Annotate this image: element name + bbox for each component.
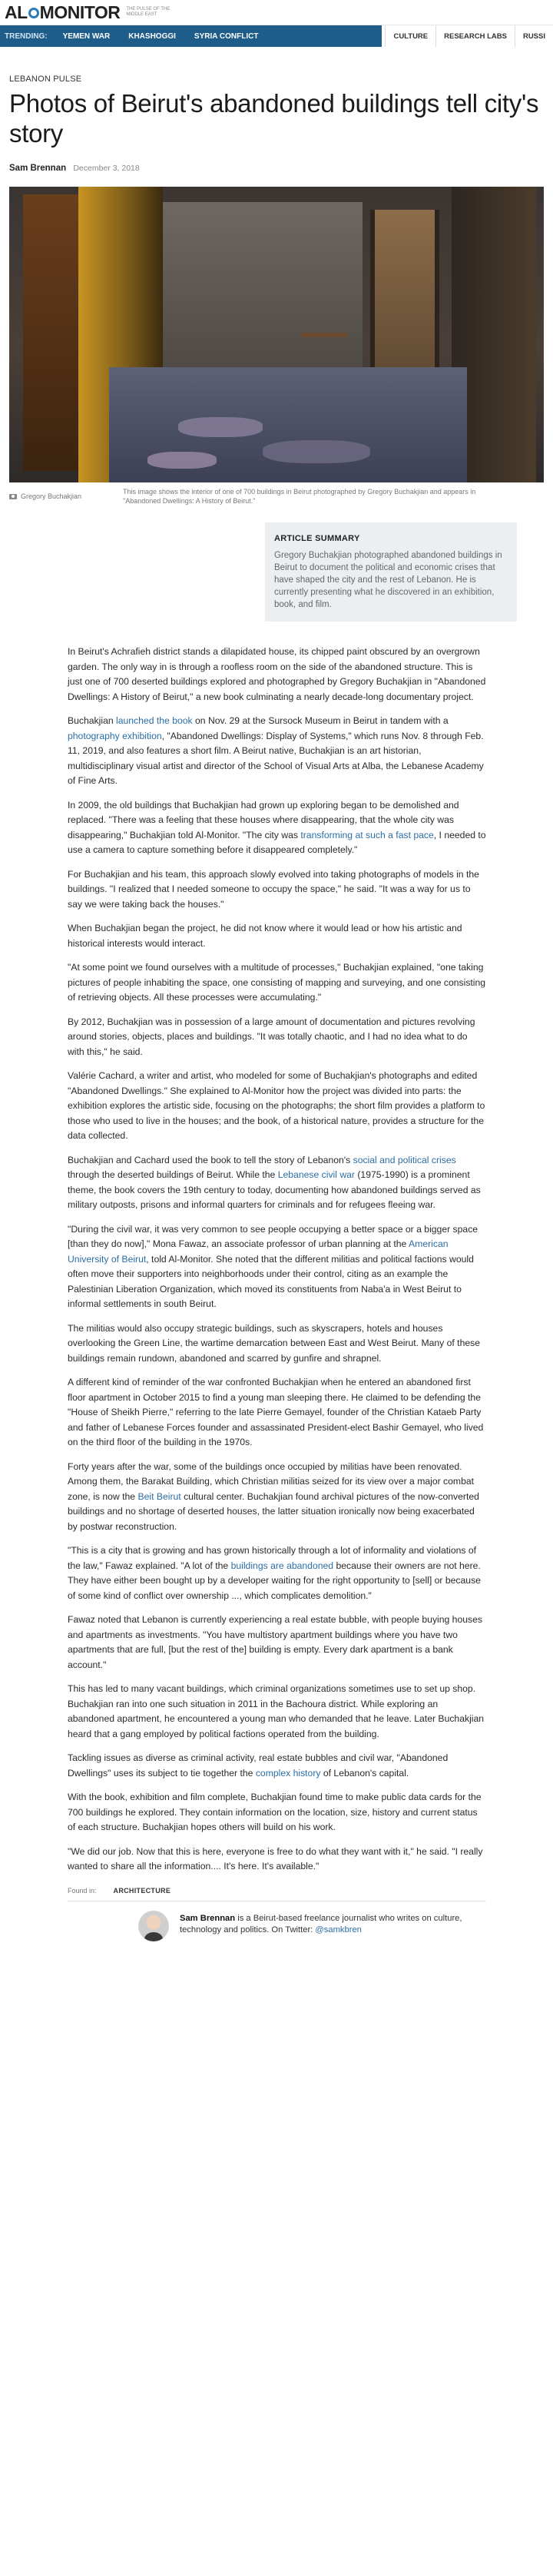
photo-credit-text: Gregory Buchakjian xyxy=(21,492,82,500)
paragraph: Fawaz noted that Lebanon is currently experiencing a real estate bubble, with people buying houses and apartments as investments. "You have multistory apartment buildings where you have two apartments that are full, [but the rest of the] building is empty. Every dark apartment is a bank account." xyxy=(68,1614,482,1670)
nav-item-research-labs[interactable]: RESEARCH LABS xyxy=(435,25,515,47)
summary-heading: ARTICLE SUMMARY xyxy=(274,534,360,543)
byline xyxy=(9,164,544,173)
paragraph xyxy=(68,798,486,858)
text-run: , I needed to use a camera to capture something before it disappeared completely." xyxy=(68,829,486,855)
logo-text-monitor: MONITOR xyxy=(39,2,121,22)
logo-dot-icon xyxy=(28,8,39,18)
bio-description: is a Beirut-based freelance journalist who writes on culture, technology and politics. On Twitter: xyxy=(180,1913,462,1934)
paragraph: In Beirut's Achrafieh district stands a dilapidated house, its chipped paint obscured by an overgrown garden. The only way in is through a roofless room on the side of the abandoned structure. This is just one of 700 deserted buildings explored and photographed by Gregory Buchakjian in "Abandoned Dwellings: A History of Beirut," a new book culminating a nearly decade-long documentary project. xyxy=(68,646,486,702)
nav-sections xyxy=(382,25,553,47)
nav-item-russia[interactable]: RUSSI xyxy=(515,25,553,47)
text-run: through the deserted buildings of Beirut. While the xyxy=(68,1169,278,1180)
link-american-university-beirut[interactable]: American University of Beirut xyxy=(68,1238,449,1265)
text-run: "This is a city that is growing and has grown historically through a lot of informality and violations of the law," Fawaz explained. "A lot of the xyxy=(68,1545,477,1571)
hero-image xyxy=(9,187,544,482)
camera-icon xyxy=(9,494,17,499)
paragraph xyxy=(68,1543,486,1603)
link-launched-book[interactable]: launched the book xyxy=(116,715,193,726)
text-run: because their owners are not here. They have either been bought up by a developer waiting for the right opportunity to [sell] or because of some kind of conflict over ownership ..., which complicates demolition." xyxy=(68,1560,481,1601)
link-lebanese-civil-war[interactable]: Lebanese civil war xyxy=(277,1169,355,1180)
link-buildings-abandoned[interactable]: buildings are abandoned xyxy=(230,1560,334,1571)
found-in xyxy=(68,1887,486,1901)
article-body xyxy=(68,645,486,1875)
text-run: (1975-1990) is a prominent theme, the book covers the 19th century to today, documenting how abandoned buildings served as military outposts, prisons and informal quarters for criminals and for refugees fleeing war. xyxy=(68,1169,481,1210)
paragraph: This has led to many vacant buildings, which criminal organizations sometimes use to set up shop. Buchakjian ran into one such situation in 2011 in the Bachoura district. While exploring an abandoned apartment, he encountered a young man who demanded that he leave. Later Buchakjian heard that a gang employed by political factions operated from the building. xyxy=(68,1683,485,1739)
main-nav xyxy=(0,25,553,47)
image-caption-row xyxy=(9,487,544,506)
hero-debris xyxy=(263,440,370,463)
article-header xyxy=(0,75,553,173)
photo-credit xyxy=(9,487,123,506)
link-beit-beirut[interactable]: Beit Beirut xyxy=(137,1490,181,1502)
site-logo[interactable] xyxy=(5,2,180,23)
text-run: on Nov. 29 at the Sursock Museum in Beirut in tandem with a xyxy=(192,715,449,726)
paragraph: "We did our job. Now that this is here, everyone is free to do what they want with it," he said. "I really wanted to share all the information.... It's here. It's available." xyxy=(68,1845,483,1871)
text-run: Tackling issues as diverse as criminal activity, real estate bubbles and civil war, "Abandoned Dwellings" uses its subject to tie together the xyxy=(68,1752,449,1779)
paragraph xyxy=(68,714,486,789)
summary-text: Gregory Buchakjian photographed abandoned buildings in Beirut to document the political and economic crises that have shaped the city and the rest of Lebanon. He is currently presenting what he discovered in an exhibition, book, and film. xyxy=(274,551,502,609)
text-run: , told Al-Monitor. She noted that the different militias and political factions would often move their supporters into neighborhoods under their control, citing as an example the Palestinian Liberation Organization, which moved its constituents from Naba'a in West Beirut to informal settlements in south Beirut. xyxy=(68,1253,474,1309)
paragraph: When Buchakjian began the project, he did not know where it would lead or how his artistic and historical interests would interact. xyxy=(68,923,462,949)
nav-trending-label: TRENDING: xyxy=(5,31,48,41)
article-summary xyxy=(265,522,517,622)
paragraph: By 2012, Buchakjian was in possession of a large amount of documentation and pictures revolving around stories, objects, places and buildings. "It was totally chaotic, and I had no idea what to do with this," he said. xyxy=(68,1016,475,1057)
text-run: In 2009, the old buildings that Buchakjian had grown up exploring began to be demolished and replaced. "There was a feeling that these houses where disappearing, that the whole city was disappearing," Buchakjian told Al-Monitor. "The city was xyxy=(68,799,459,840)
twitter-link[interactable]: @samkbren xyxy=(315,1925,362,1934)
text-run: cultural center. Buchakjian found archival pictures of the now-converted buildings and no shortage of deserted houses, the latter situation ironically now being exacerbated by postwar reconstruction. xyxy=(68,1490,479,1532)
section-label[interactable]: LEBANON PULSE xyxy=(9,75,82,84)
paragraph xyxy=(68,1460,486,1535)
site-header xyxy=(0,0,553,25)
author-link[interactable]: Sam Brennan xyxy=(9,164,67,173)
nav-item-culture[interactable]: CULTURE xyxy=(385,25,435,47)
paragraph: The militias would also occupy strategic buildings, such as skyscrapers, hotels and houses overlooking the Green Line, the wartime demarcation between East and West Beirut. Many of these buildings remain rundown, abandoned and scarred by gunfire and shrapnel. xyxy=(68,1322,480,1364)
article-title: Photos of Beirut's abandoned buildings tell city's story xyxy=(9,89,539,148)
nav-item-khashoggi[interactable]: KHASHOGGI xyxy=(128,31,176,41)
hero-table xyxy=(301,333,347,379)
link-photography-exhibition[interactable]: photography exhibition xyxy=(68,730,162,741)
text-run: Buchakjian and Cachard used the book to tell the story of Lebanon's xyxy=(68,1154,353,1165)
text-run: "During the civil war, it was very common to see people occupying a better space or a bigger space [than they do now]," Mona Fawaz, an associate professor of urban planning at the xyxy=(68,1223,478,1249)
paragraph xyxy=(68,1751,486,1781)
photo-caption: This image shows the interior of one of 700 buildings in Beirut photographed by Gregory Buchakjian and appears in "Abandoned Dwellings: A History of Beirut." xyxy=(123,488,476,505)
logo-text-al: AL xyxy=(5,2,28,22)
paragraph: For Buchakjian and his team, this approach slowly evolved into taking photographs of models in the buildings. "I realized that I needed someone to occupy the space," he said. "It was a way for us to say we were taking back the houses." xyxy=(68,868,479,910)
text-run: Buchakjian xyxy=(68,715,117,726)
text-run: of Lebanon's capital. xyxy=(320,1767,409,1779)
found-in-label: Found in: xyxy=(68,1886,97,1895)
tag-architecture[interactable]: ARCHITECTURE xyxy=(113,1886,171,1895)
paragraph: A different kind of reminder of the war confronted Buchakjian when he entered an abandoned first floor apartment in October 2015 to find a young man sleeping there. He claimed to be defending the "House of Sheikh Pierre," referring to the late Pierre Gemayel, founder of the Christian Kataeb Party and father of Lebanese Forces founder and assassinated President-elect Bashir Gemayel, who lived on the third floor of the building in the 1970s. xyxy=(68,1377,484,1447)
hero-debris xyxy=(178,417,263,437)
text-run: , "Abandoned Dwellings: Display of Systems," which runs Nov. 8 through Feb. 11, 2019, and also features a short film. A Beirut native, Buchakjian is an art historian, multidisciplinary visual artist and director of the School of Visual Arts at Alba, the Lebanese Academy of Fine Arts. xyxy=(68,730,484,786)
nav-item-yemen-war[interactable]: YEMEN WAR xyxy=(62,31,111,41)
bio-text xyxy=(180,1911,499,1936)
link-complex-history[interactable]: complex history xyxy=(255,1767,321,1779)
paragraph xyxy=(68,1222,486,1312)
nav-item-syria-conflict[interactable]: SYRIA CONFLICT xyxy=(194,31,259,41)
link-social-political-crises[interactable]: social and political crises xyxy=(353,1154,456,1165)
text-run: Forty years after the war, some of the buildings once occupied by militias have been renovated. Among them, the Barakat Building, which Christian militias seized for its view over a major combat zone, is now the xyxy=(68,1460,475,1502)
author-bio xyxy=(138,1911,499,1941)
hero-debris xyxy=(147,452,217,469)
paragraph: "At some point we found ourselves with a multitude of processes," Buchakjian explained, "one taking pictures of people inhabiting the space, one consisting of mapping and surveying, and one consisting of retrieving objects. All these processes were accumulating." xyxy=(68,962,486,1003)
bio-author-name[interactable]: Sam Brennan xyxy=(180,1913,236,1923)
publish-date: December 3, 2018 xyxy=(73,164,140,173)
logo-tagline: THE PULSE OF THE MIDDLE EAST xyxy=(126,7,171,17)
paragraph xyxy=(68,1153,486,1213)
avatar[interactable] xyxy=(138,1911,169,1941)
link-transforming[interactable]: transforming at such a fast pace xyxy=(300,829,434,840)
hero-door-left xyxy=(23,194,78,471)
paragraph: Valérie Cachard, a writer and artist, who modeled for some of Buchakjian's photographs and edited "Abandoned Dwellings." She explained to Al-Monitor how the project was divided into parts: the exhibition explores the artistic side, focusing on the photographs; the short film provides a platform to those who used to live in the houses; and the book, of a historical nature, provides a structure for the data collected. xyxy=(68,1070,485,1141)
paragraph: With the book, exhibition and film complete, Buchakjian found time to make public data cards for the 700 buildings he explored. They contain information on the location, size, history and current status of each structure. Buchakjian hopes others will build on his work. xyxy=(68,1792,482,1832)
